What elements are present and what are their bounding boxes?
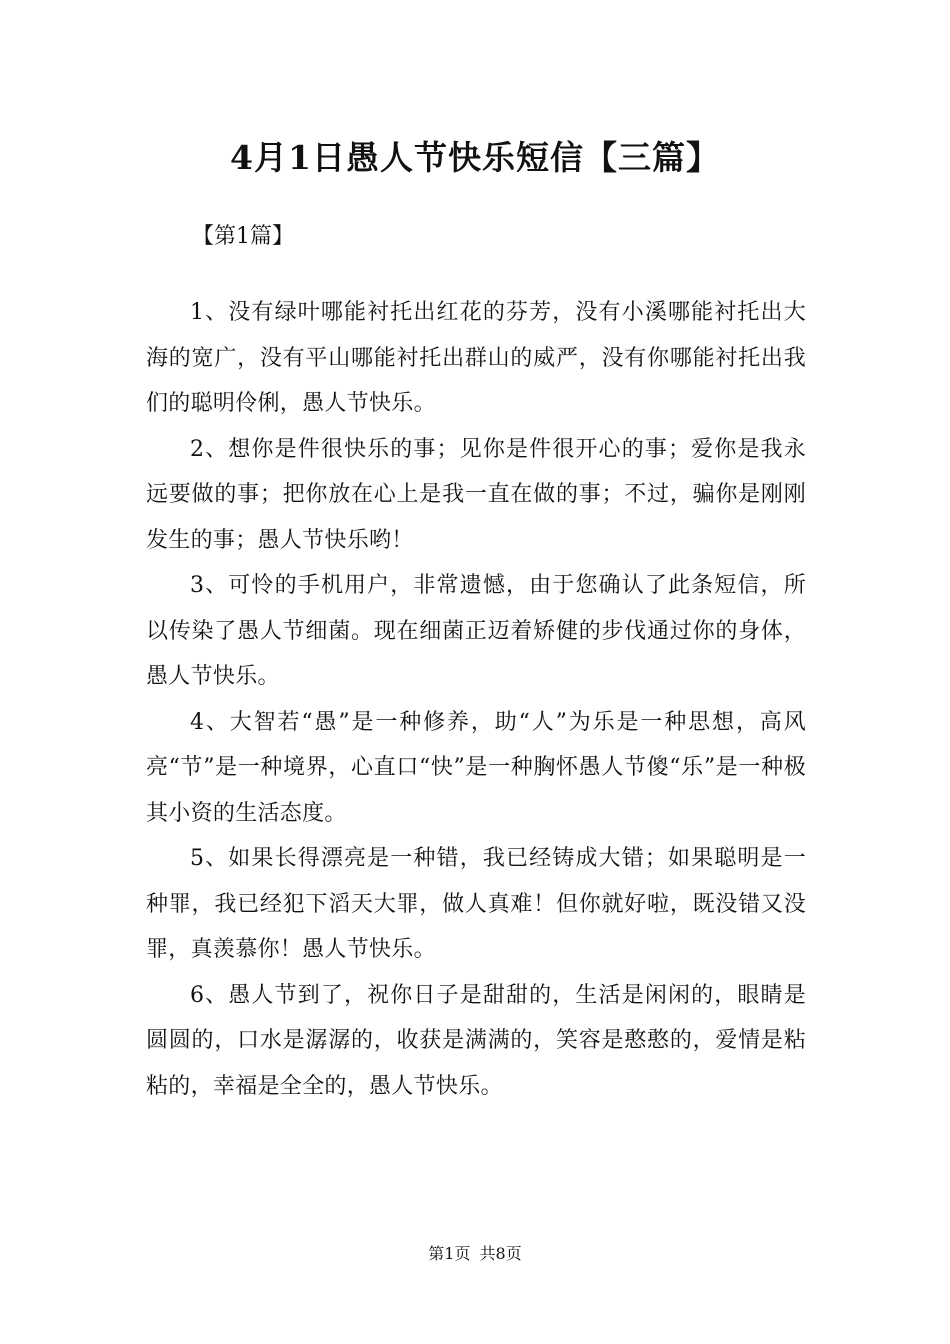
- paragraph-6: 6、愚人节到了，祝你日子是甜甜的，生活是闲闲的，眼睛是圆圆的，口水是潺潺的，收获是满满的，笑容是憨憨的，爱情是粘粘的，幸福是全全的，愚人节快乐。: [146, 982, 806, 1099]
- document-title: 4月1日愚人节快乐短信【三篇】: [230, 138, 720, 177]
- paragraph-5: 5、如果长得漂亮是一种错，我已经铸成大错；如果聪明是一种罪，我已经犯下滔天大罪，做人真难！但你就好啦，既没错又没罪，真羡慕你！愚人节快乐。: [146, 846, 806, 962]
- section-heading: 【第1篇】: [192, 224, 294, 249]
- paragraph-3: 3、可怜的手机用户，非常遗憾，由于您确认了此条短信，所以传染了愚人节细菌。现在细菌正迈着矫健的步伐通过你的身体，愚人节快乐。: [146, 573, 806, 689]
- paragraph-2: 2、想你是件很快乐的事；见你是件很开心的事；爱你是我永远要做的事；把你放在心上是我一直在做的事；不过，骗你是刚刚发生的事；愚人节快乐哟！: [146, 436, 806, 553]
- page-footer: [0, 1242, 950, 1266]
- paragraph-1: 1、没有绿叶哪能衬托出红花的芬芳，没有小溪哪能衬托出大海的宽广，没有平山哪能衬托出群山的威严，没有你哪能衬托出我们的聪明伶俐，愚人节快乐。: [146, 300, 806, 416]
- page-total: 共8页: [479, 1244, 522, 1263]
- document-body: [146, 290, 806, 1109]
- paragraph-4: 4、大智若“愚”是一种修养，助“人”为乐是一种思想，高风亮“节”是一种境界，心直口“快”是一种胸怀愚人节傻“乐”是一种极其小资的生活态度。: [146, 709, 806, 826]
- page-number: 第1页: [428, 1244, 471, 1263]
